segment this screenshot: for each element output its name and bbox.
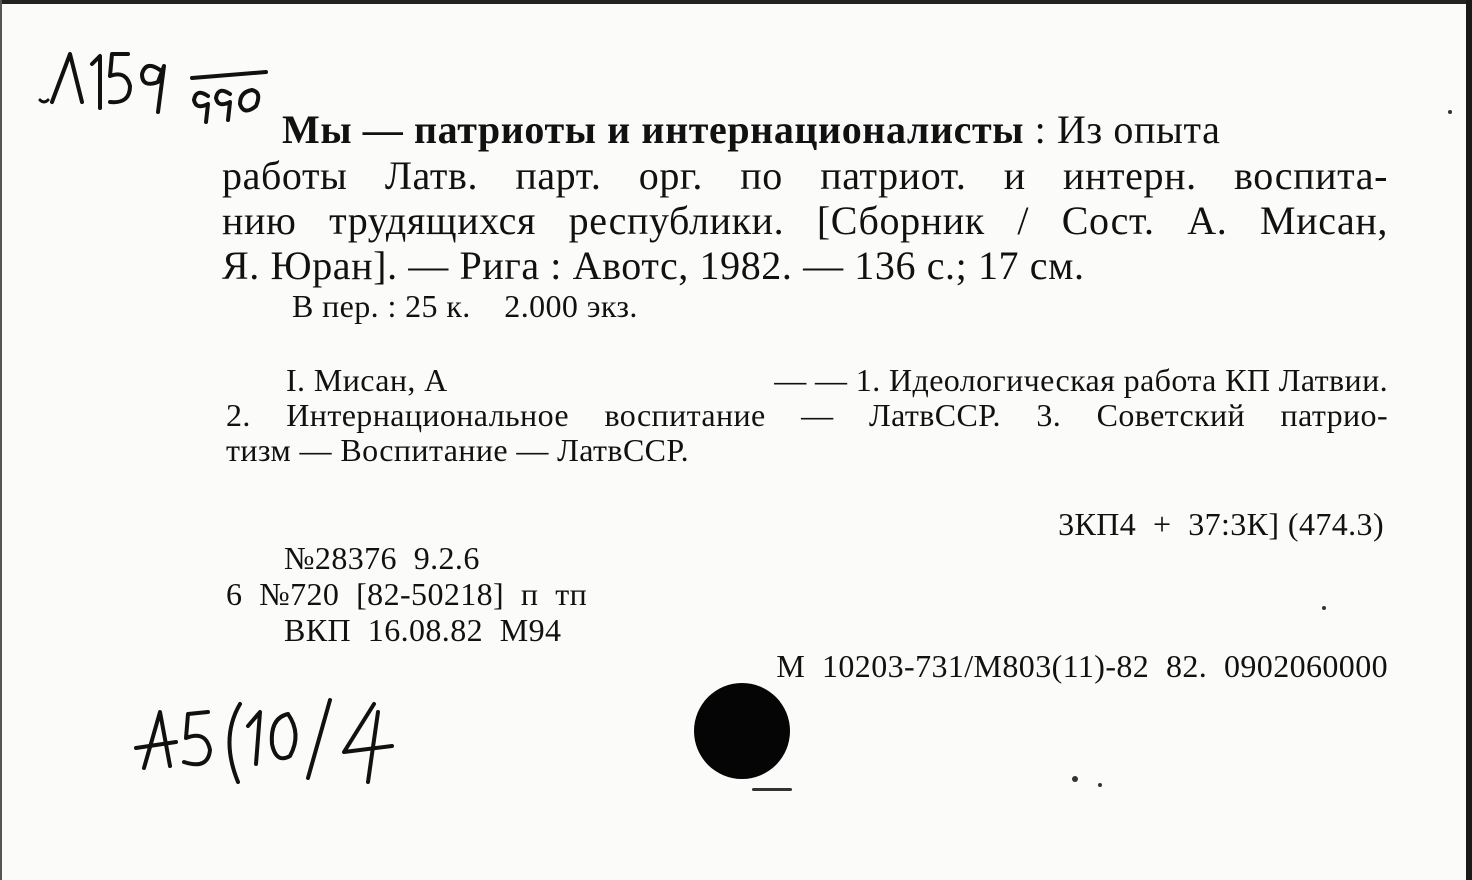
card-top-edge xyxy=(0,0,1472,4)
speck xyxy=(1322,606,1326,610)
subject-headings-line-3: тизм — Воспитание — ЛатвССР. xyxy=(226,432,690,468)
card-right-edge xyxy=(1466,0,1472,880)
classification-index: 3КП4 + 37:3К] (474.3) xyxy=(1058,506,1384,542)
handwritten-shelf-code xyxy=(30,30,280,130)
subject-headings-line-2: 2. Интернациональное воспитание — ЛатвССР. 3. Советский патрио- xyxy=(226,397,1388,433)
order-number: 6 №720 [82-50218] п тп xyxy=(226,576,588,612)
added-entry-compiler: I. Мисан, А xyxy=(286,362,448,398)
speck xyxy=(752,788,792,791)
speck xyxy=(1448,110,1452,114)
card-number: №28376 9.2.6 xyxy=(284,540,480,576)
chamber-stamp: ВКП 16.08.82 М94 xyxy=(284,612,562,648)
card-left-edge xyxy=(0,0,2,880)
speck xyxy=(1072,776,1078,782)
handwritten-location-code xyxy=(130,690,420,790)
entry-line-4: Я. Юран]. — Рига : Авотс, 1982. — 136 с.; 17 см. xyxy=(222,243,1085,288)
entry-title: Мы — патриоты и интернационалисты xyxy=(282,107,1025,152)
speck xyxy=(1098,783,1102,787)
entry-line-2: работы Латв. парт. орг. по патриот. и интерн. воспита- xyxy=(222,153,1388,198)
publisher-code: М 10203-731/М803(11)-82 82. 0902060000 xyxy=(776,648,1388,684)
entry-title-rest: : Из опыта xyxy=(1024,107,1221,152)
subject-heading-1: — — 1. Идеологическая работа КП Латвии. xyxy=(774,362,1388,398)
entry-title-line xyxy=(282,106,1388,153)
punch-hole xyxy=(694,683,790,779)
entry-line-3: нию трудящихся республики. [Сборник / Сост. А. Мисан, xyxy=(222,198,1388,243)
entry-price-line: В пер. : 25 к. 2.000 экз. xyxy=(292,288,638,324)
